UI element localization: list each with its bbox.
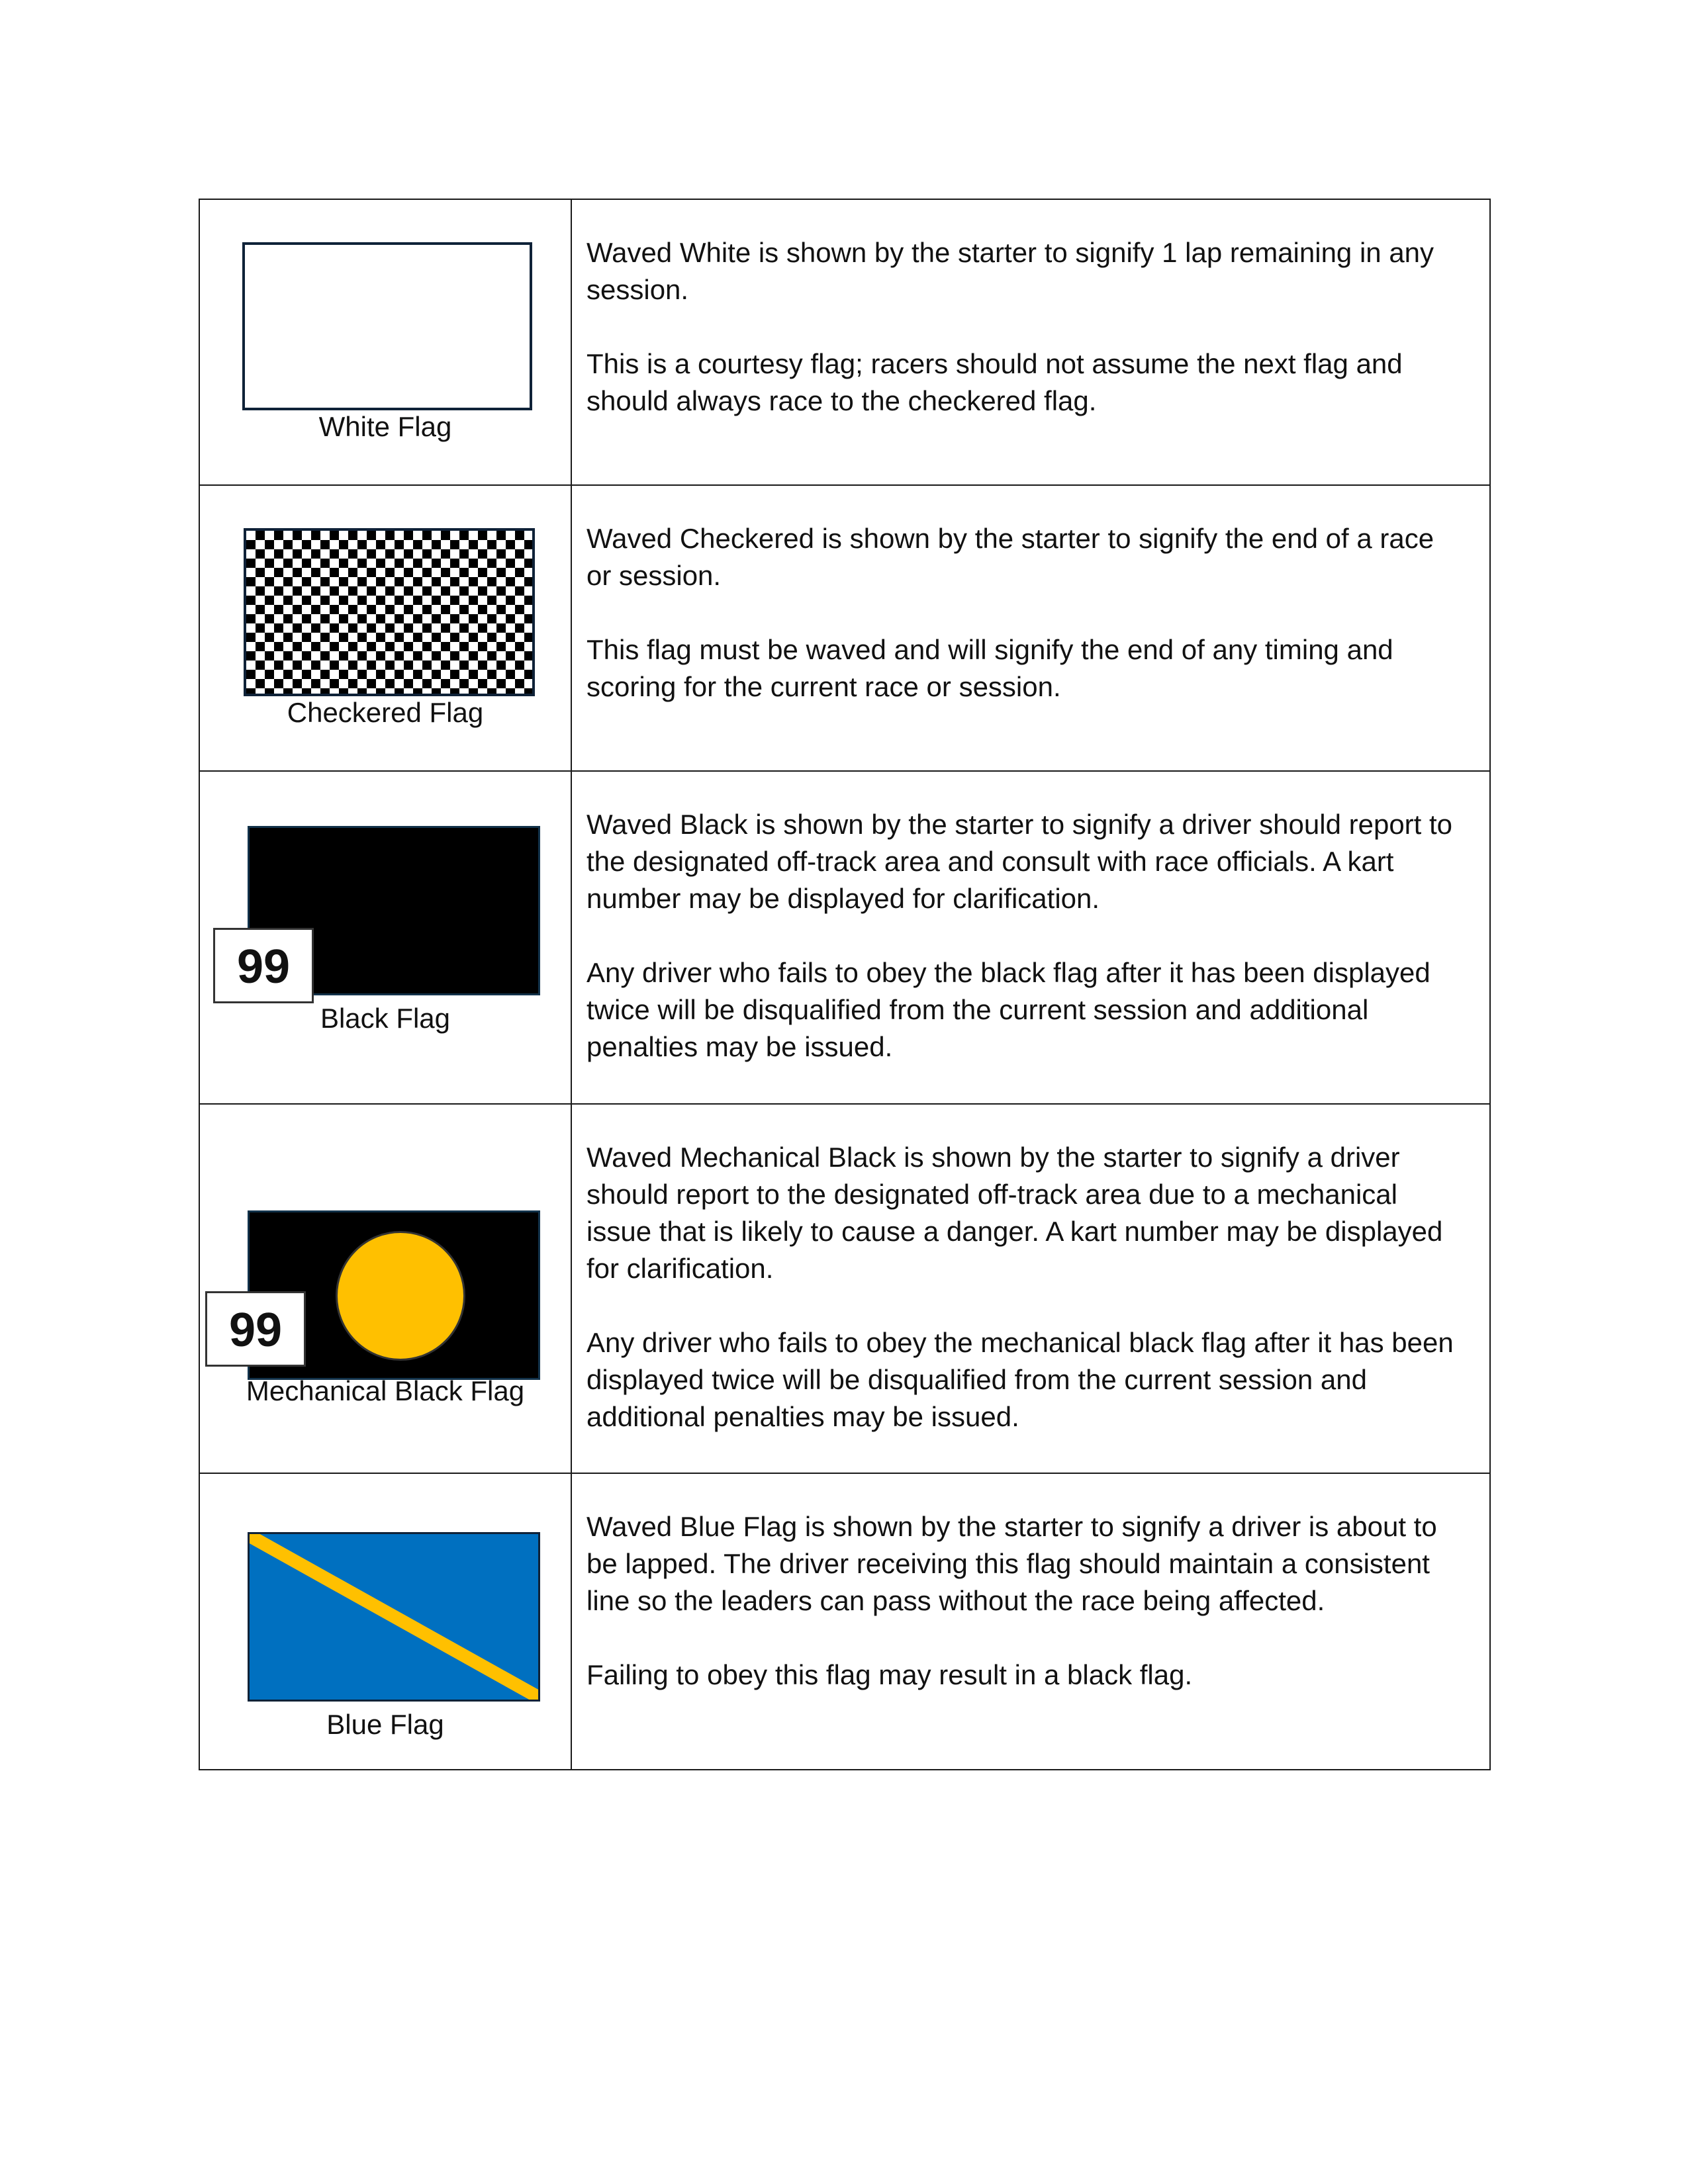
- table-row-mechanical-black-flag: [199, 1104, 1490, 1473]
- yellow-circle-icon: [336, 1231, 465, 1361]
- table-row-checkered-flag: [199, 485, 1490, 771]
- flag-description: [571, 1473, 1490, 1770]
- description-paragraph: Waved Black is shown by the starter to signify a driver should report to the designated off-track area and consult with race officials. A kart number may be displayed for clarification.: [586, 809, 1453, 914]
- description-paragraph: Waved Blue Flag is shown by the starter to signify a driver is about to be lapped. The driver receiving this flag should maintain a consistent line so the leaders can pass without the race being affected.: [586, 1511, 1437, 1616]
- description-paragraph: Any driver who fails to obey the mechanical black flag after it has been displayed twice will be disqualified from the current session and additional penalties may be issued.: [586, 1327, 1454, 1432]
- flag-cell: [199, 1473, 571, 1770]
- description-paragraph: This flag must be waved and will signify the end of any timing and scoring for the current race or session.: [586, 634, 1393, 702]
- flag-caption: Blue Flag: [326, 1709, 444, 1740]
- description-paragraph: Waved Checkered is shown by the starter to signify the end of a race or session.: [586, 523, 1434, 591]
- flag-cell: [199, 771, 571, 1104]
- flag-caption: Checkered Flag: [287, 697, 484, 728]
- table-row-white-flag: [199, 199, 1490, 485]
- flag-cell: [199, 199, 571, 485]
- checkered-flag-icon: [244, 528, 535, 696]
- description-paragraph: Any driver who fails to obey the black flag after it has been displayed twice will be disqualified from the current session and additional penalties may be issued.: [586, 957, 1430, 1062]
- kart-number-board: 99: [205, 1291, 306, 1367]
- flag-cell: [199, 1104, 571, 1473]
- flag-cell: [199, 485, 571, 771]
- table-row-blue-flag: [199, 1473, 1490, 1770]
- description-paragraph: Waved White is shown by the starter to signify 1 lap remaining in any session.: [586, 237, 1434, 305]
- diagonal-stripe-icon: [250, 1534, 540, 1702]
- description-paragraph: This is a courtesy flag; racers should not assume the next flag and should always race to the checkered flag.: [586, 348, 1403, 416]
- flag-caption: White Flag: [318, 411, 452, 442]
- white-flag-icon: [242, 242, 532, 410]
- flag-rules-table: [199, 199, 1491, 1770]
- flag-description: [571, 1104, 1490, 1473]
- flag-description: [571, 485, 1490, 771]
- kart-number-board: 99: [213, 928, 314, 1003]
- table-row-black-flag: [199, 771, 1490, 1104]
- description-paragraph: Failing to obey this flag may result in a black flag.: [586, 1659, 1193, 1690]
- flag-description: [571, 199, 1490, 485]
- flag-caption: Black Flag: [320, 1003, 451, 1034]
- description-paragraph: Waved Mechanical Black is shown by the starter to signify a driver should report to the designated off-track area due to a mechanical issue that is likely to cause a danger. A kart number may be displayed for clarification.: [586, 1142, 1443, 1284]
- flag-description: [571, 771, 1490, 1104]
- flag-caption: Mechanical Black Flag: [246, 1375, 525, 1406]
- blue-flag-icon: [248, 1532, 540, 1702]
